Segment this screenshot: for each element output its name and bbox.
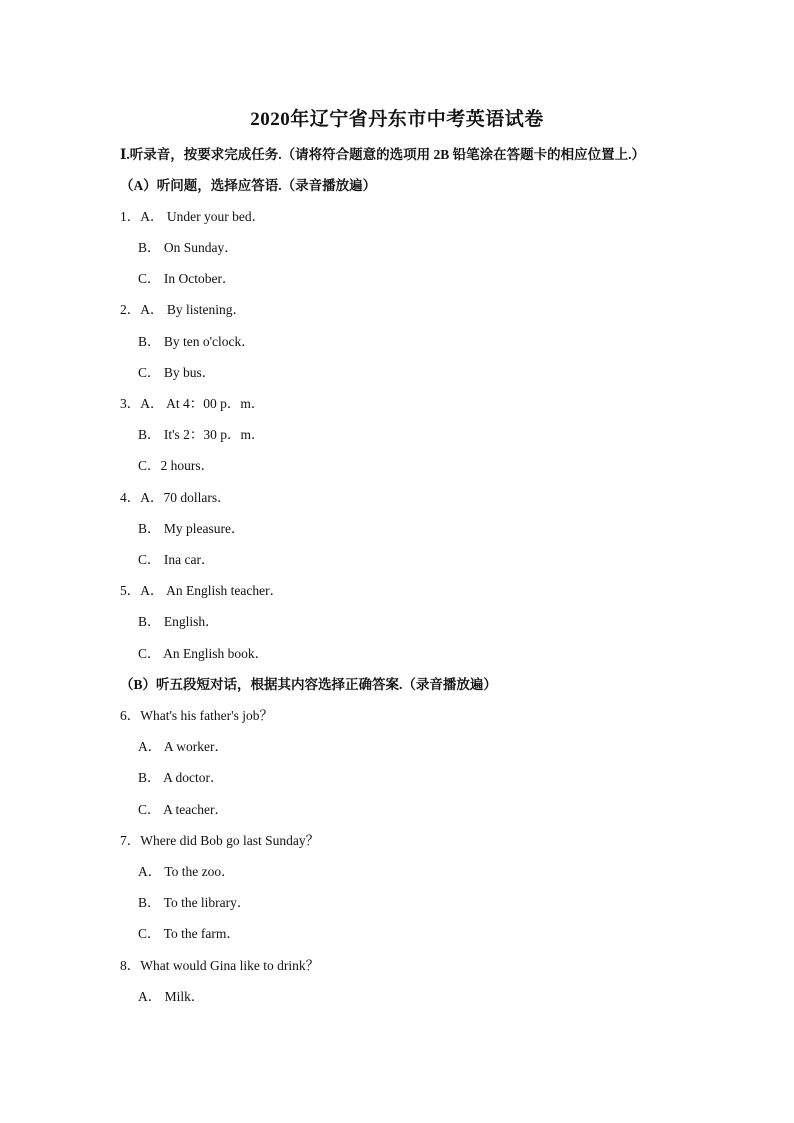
question-6-stem: 6．What's his father's job？ <box>120 708 273 723</box>
question-3-option-b: B． It's 2：30 p．m． <box>138 427 265 442</box>
question-7-option-b: B． To the library． <box>138 895 251 910</box>
question-6-option-b: B． A doctor． <box>138 770 224 785</box>
question-4-option-b: B． My pleasure． <box>138 521 245 536</box>
question-6-option-c: C． A teacher． <box>138 802 228 817</box>
question-1-option-c: C． In October． <box>138 271 236 286</box>
question-1-option-b: B． On Sunday． <box>138 240 238 255</box>
question-6-option-a: A． A worker． <box>138 739 228 754</box>
question-8-option-a: A． Milk． <box>138 989 205 1004</box>
question-7-stem: 7．Where did Bob go last Sunday？ <box>120 833 320 848</box>
question-3-option-c: C．2 hours． <box>138 458 215 473</box>
question-5-option-b: B． English． <box>138 614 219 629</box>
part-a-heading: （A）听问题，选择应答语.（录音播放遍） <box>120 178 377 193</box>
question-3-option-a: 3．A． At 4：00 p．m． <box>120 396 265 411</box>
page-title: 2020年辽宁省丹东市中考英语试卷 <box>250 109 544 130</box>
question-4-option-a: 4．A．70 dollars． <box>120 490 231 505</box>
question-2-option-a: 2．A． By listening． <box>120 302 247 317</box>
question-7-option-a: A． To the zoo． <box>138 864 235 879</box>
question-5-option-a: 5．A． An English teacher． <box>120 583 284 598</box>
question-8-stem: 8．What would Gina like to drink？ <box>120 958 320 973</box>
question-7-option-c: C． To the farm． <box>138 926 240 941</box>
question-1-option-a: 1．A． Under your bed． <box>120 209 266 224</box>
question-2-option-b: B． By ten o'clock． <box>138 334 255 349</box>
question-5-option-c: C． An English book． <box>138 646 269 661</box>
part-b-heading: （B）听五段短对话，根据其内容选择正确答案.（录音播放遍） <box>120 677 497 692</box>
question-4-option-c: C． Ina car． <box>138 552 215 567</box>
section-1-heading: Ⅰ.听录音，按要求完成任务.（请将符合题意的选项用 2B 铅笔涂在答题卡的相应位置上.） <box>120 147 645 162</box>
question-2-option-c: C． By bus． <box>138 365 216 380</box>
